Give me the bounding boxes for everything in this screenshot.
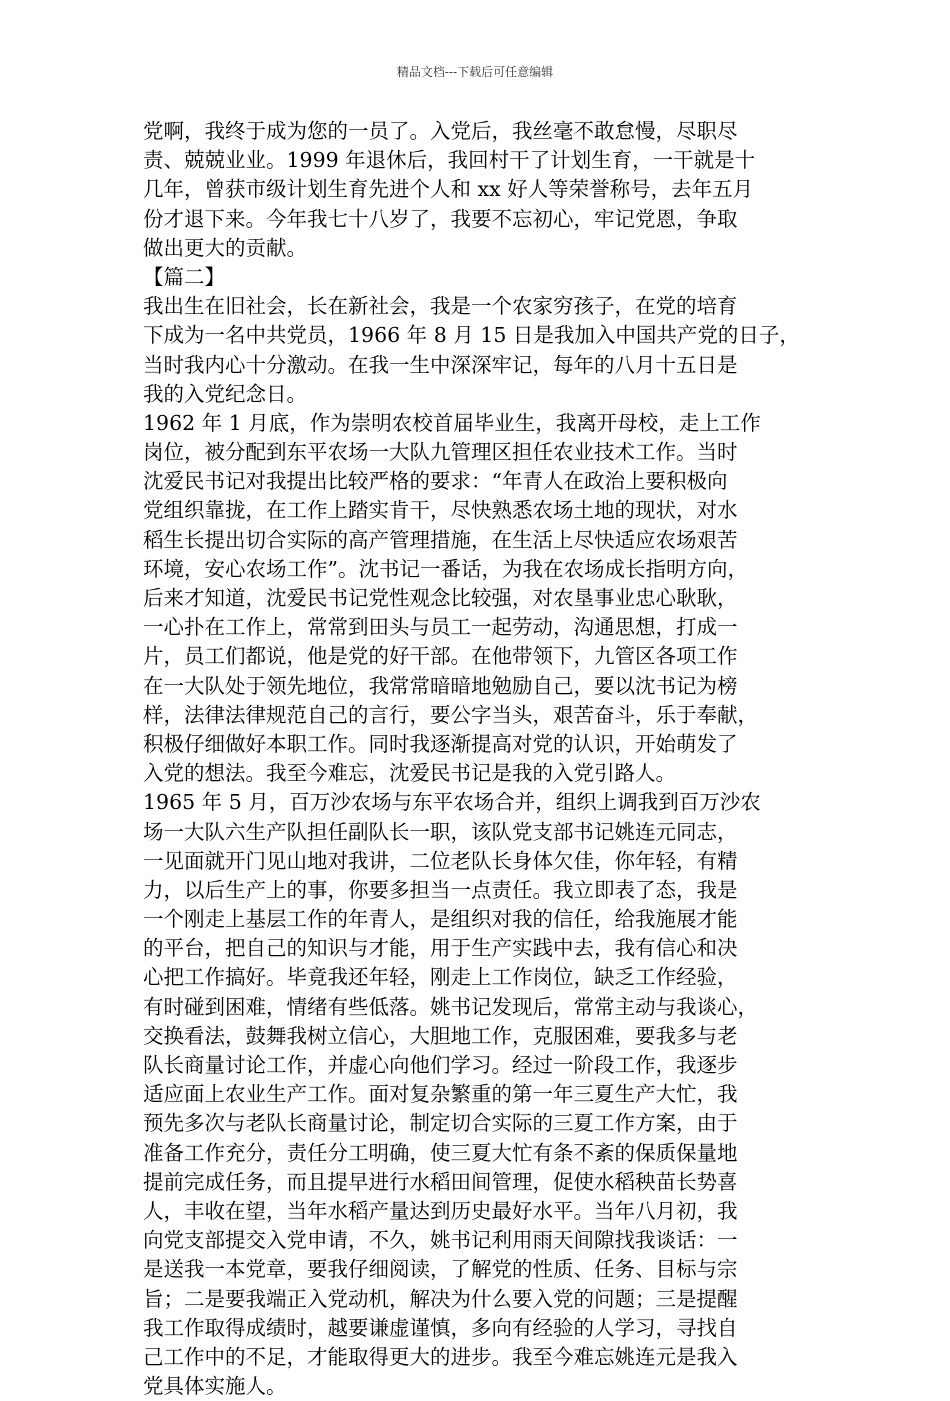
text-line: 样，法律法律规范自己的言行，要公字当头，艰苦奋斗，乐于奉献，	[143, 702, 758, 727]
document-body	[143, 117, 813, 1401]
text-line: 旨；二是要我端正入党动机，解决为什么要入党的问题；三是提醒	[143, 1286, 738, 1311]
text-line: 入党的想法。我至今难忘，沈爱民书记是我的入党引路人。	[143, 761, 676, 786]
text-line: 党具体实施人。	[143, 1374, 287, 1399]
text-line: 我的入党纪念日。	[143, 381, 307, 406]
text-line: 队长商量讨论工作，并虚心向他们学习。经过一阶段工作，我逐步	[143, 1053, 738, 1077]
text-line: 环境，安心农场工作”。沈书记一番话，为我在农场成长指明方向，	[143, 556, 748, 581]
text-line: 一个刚走上基层工作的年青人，是组织对我的信任，给我施展才能	[143, 907, 738, 932]
text-line: 场一大队六生产队担任副队长一职，该队党支部书记姚连元同志，	[143, 819, 738, 844]
page-header: 精品文档---下载后可任意编辑	[396, 65, 554, 79]
text-line: 适应面上农业生产工作。面对复杂繁重的第一年三夏生产大忙，我	[143, 1082, 738, 1107]
text-line: 一心扑在工作上，常常到田头与员工一起劳动，沟通思想，打成一	[143, 615, 738, 640]
text-line: 下成为一名中共党员，1966 年 8 月 15 日是我加入中国共产党的日子，	[143, 323, 800, 348]
text-line: 做出更大的贡献。	[143, 235, 307, 260]
text-line: 我出生在旧社会，长在新社会，我是一个农家穷孩子，在党的培育	[143, 294, 738, 319]
text-line: 党啊，我终于成为您的一员了。入党后，我丝毫不敢怠慢，尽职尽	[143, 119, 738, 143]
text-line: 稻生长提出切合实际的高产管理措施，在生活上尽快适应农场艰苦	[143, 527, 738, 552]
text-line: 片，员工们都说，他是党的好干部。在他带领下，九管区各项工作	[143, 644, 738, 669]
text-line: 己工作中的不足，才能取得更大的进步。我至今难忘姚连元是我入	[143, 1344, 738, 1369]
text-line: 的平台，把自己的知识与才能，用于生产实践中去，我有信心和决	[143, 936, 738, 961]
text-line: 向党支部提交入党申请，不久，姚书记利用雨天间隙找我谈话：一	[143, 1228, 738, 1253]
text-line: 份才退下来。今年我七十八岁了，我要不忘初心，牢记党恩，争取	[143, 206, 738, 231]
text-line: 1965 年 5 月，百万沙农场与东平农场合并，组织上调我到百万沙农	[143, 790, 761, 815]
text-line: 提前完成任务，而且提早进行水稻田间管理，促使水稻秧苗长势喜	[143, 1169, 738, 1194]
text-line: 几年，曾获市级计划生育先进个人和 xx 好人等荣誉称号，去年五月	[143, 177, 754, 202]
text-line: 岗位，被分配到东平农场一大队九管理区担任农业技术工作。当时	[143, 440, 738, 465]
text-line: 1962 年 1 月底，作为崇明农校首届毕业生，我离开母校，走上工作	[143, 410, 761, 435]
text-line: 心把工作搞好。毕竟我还年轻，刚走上工作岗位，缺乏工作经验，	[143, 965, 738, 990]
text-line: 一见面就开门见山地对我讲，二位老队长身体欠佳，你年轻，有精	[143, 848, 738, 873]
text-line: 是送我一本党章，要我仔细阅读，了解党的性质、任务、目标与宗	[143, 1257, 738, 1282]
text-line: 责、兢兢业业。1999 年退休后，我回村干了计划生育，一干就是十	[143, 148, 756, 173]
text-line: 准备工作充分，责任分工明确，使三夏大忙有条不紊的保质保量地	[143, 1140, 738, 1165]
text-line: 有时碰到困难，情绪有些低落。姚书记发现后，常常主动与我谈心，	[143, 994, 758, 1019]
text-line: 在一大队处于领先地位，我常常暗暗地勉励自己，要以沈书记为榜	[143, 673, 738, 698]
text-line: 积极仔细做好本职工作。同时我逐渐提高对党的认识，开始萌发了	[143, 731, 738, 756]
text-line: 沈爱民书记对我提出比较严格的要求：“年青人在政治上要积极向	[143, 469, 728, 494]
text-line: 当时我内心十分激动。在我一生中深深牢记，每年的八月十五日是	[143, 352, 738, 377]
section-heading: 【篇二】	[143, 264, 225, 289]
text-line: 人，丰收在望，当年水稻产量达到历史最好水平。当年八月初，我	[143, 1198, 738, 1223]
text-line: 预先多次与老队长商量讨论，制定切合实际的三夏工作方案，由于	[143, 1111, 738, 1136]
text-line: 我工作取得成绩时，越要谦虚谨慎，多向有经验的人学习，寻找自	[143, 1315, 738, 1340]
text-line: 后来才知道，沈爱民书记党性观念比较强，对农垦事业忠心耿耿，	[143, 586, 738, 610]
text-line: 力，以后生产上的事，你要多担当一点责任。我立即表了态，我是	[143, 877, 738, 902]
text-line: 党组织靠拢，在工作上踏实肯干，尽快熟悉农场土地的现状，对水	[143, 498, 738, 523]
text-line: 交换看法，鼓舞我树立信心，大胆地工作，克服困难，要我多与老	[143, 1023, 738, 1048]
